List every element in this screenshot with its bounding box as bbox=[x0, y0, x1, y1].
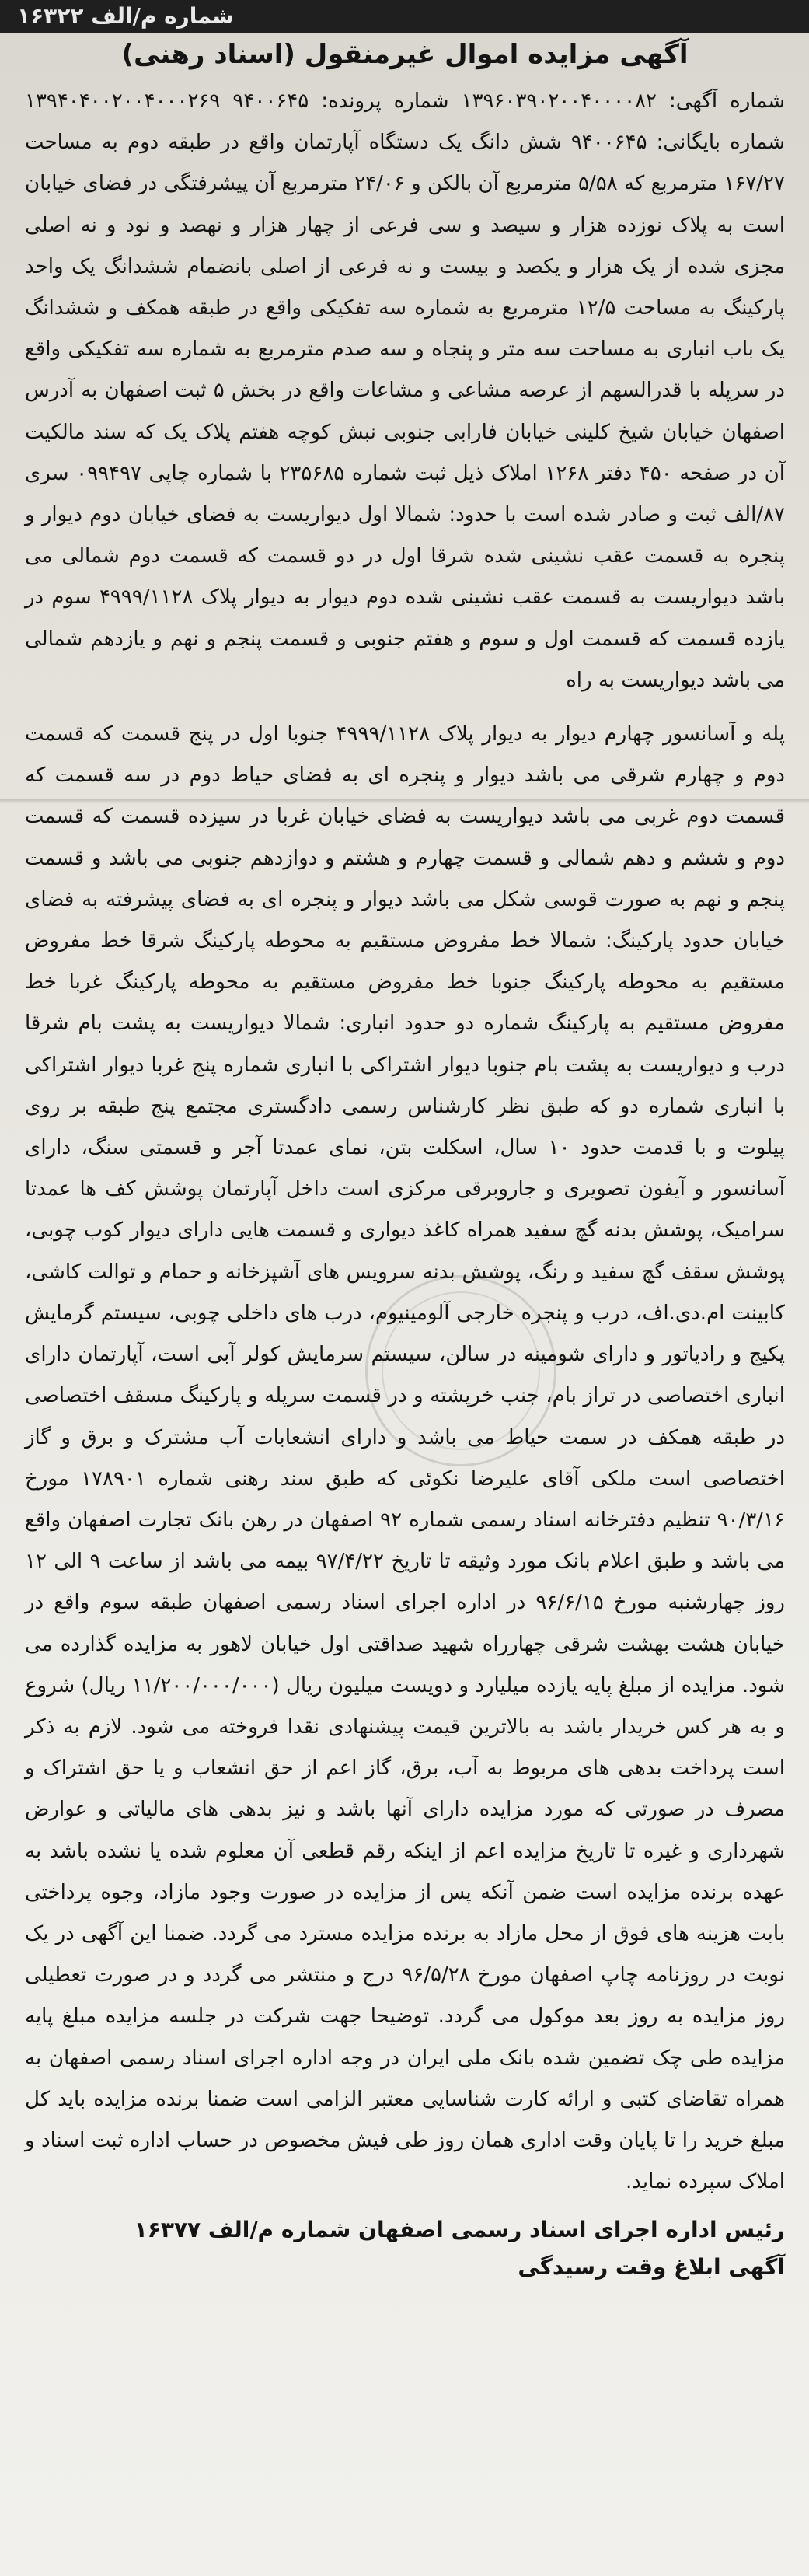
notice-title: آگهی مزایده اموال غیرمنقول (اسناد رهنی) bbox=[121, 39, 689, 70]
next-notice-heading: آگهی ابلاغ وقت رسیدگی bbox=[518, 2254, 785, 2281]
auction-notice bbox=[20, 28, 790, 2563]
notice-paragraph-1: شماره آگهی: ۱۳۹۶۰۳۹۰۲۰۰۴۰۰۰۰۸۲ شماره پرونده: ۹۴۰۰۶۴۵ ۱۳۹۴۰۴۰۰۲۰۰۴۰۰۰۲۶۹ شماره بایگانی: ۹۴۰۰۶۴۵ شش دانگ یک دستگاه آپارتمان واقع در طبقه دوم به مساحت ۱۶۷/۲۷ مترمربع که ۵/۵۸ مترمربع آن بالکن و ۲۴/۰۶ مترمربع آن پیشرفتگی در فضای خیابان است به پلاک نوزده هزار و سیصد و سی فرعی از چهار هزار و نهصد و نود و نه اصلی مجزی شده از یک هزار و یکصد و بیست و نه فرعی از اصلی بانضمام ششدانگ یک واحد پارکینگ به مساحت ۱۲/۵ مترمربع به شماره سه تفکیکی واقع در طبقه همکف و ششدانگ یک باب انباری به مساحت سه متر و پنجاه و سه صدم مترمربع به شماره سه تفکیکی واقع در سرپله با قدرالسهم از عرصه مشاعی و مشاعات واقع در بخش ۵ ثبت اصفهان به آدرس اصفهان خیابان شیخ کلینی خیابان فارابی جنوبی نبش کوچه هفتم پلاک یک که سند مالکیت آن در صفحه ۴۵۰ دفتر ۱۲۶۸ املاک ذیل ثبت شماره ۲۳۵۶۸۵ با شماره چاپی ۰۹۹۴۹۷ سری ۸۷/الف ثبت و صادر شده است با حدود: شمالا اول دیواریست به فضای خیابان دوم دیوار و پنجره به قسمت عقب نشینی شده شرقا اول در دو قسمت که قسمت دوم شمالی می باشد دیواریست به قسمت عقب نشینی شده دوم دیوار به دیوار پلاک ۴۹۹۹/۱۱۲۸ سوم در یازده قسمت که قسمت اول و سوم و هفتم جنوبی و قسمت پنجم و نهم و یازدهم شمالی می باشد دیواریست به راه bbox=[25, 89, 786, 692]
header-strip-text: شماره م/الف ۱۶۳۲۲ bbox=[17, 3, 234, 29]
notice-paragraph-2: پله و آسانسور چهارم دیوار به دیوار پلاک ۴۹۹۹/۱۱۲۸ جنوبا اول در پنج قسمت که قسمت دوم و چهارم شرقی می باشد دیوار و پنجره ای به فضای حیاط دوم در سه قسمت که قسمت دوم غربی می باشد دیواریست به فضای خیابان غربا در سیزده قسمت که قسمت دوم و ششم و دهم شمالی و قسمت چهارم و هشتم و دوازدهم جنوبی می باشد و قسمت پنجم و نهم به صورت قوسی شکل می باشد دیوار و پنجره ای به فضای پیشرفته به فضای خیابان حدود پارکینگ: شمالا خط مفروض مستقیم به محوطه پارکینگ شرقا خط مفروض مستقیم به محوطه پارکینگ جنوبا خط مفروض مستقیم به محوطه پارکینگ غربا خط مفروض مستقیم به پارکینگ شماره دو حدود انباری: شمالا دیواریست به پشت بام شرقا درب و دیواریست به پشت بام جنوبا دیوار اشتراکی با انباری شماره پنج غربا دیوار اشتراکی با انباری شماره دو که طبق نظر کارشناس رسمی دادگستری مجتمع پنج طبقه بر روی پیلوت و با قدمت حدود ۱۰ سال، اسکلت بتن، نمای عمدتا آجر و قسمتی سنگ، دارای آسانسور و آیفون تصویری و جاروبرقی مرکزی است داخل آپارتمان پوشش کف ها عمدتا سرامیک، پوشش بدنه گچ سفید همراه کاغذ دیواری و قسمت هایی دارای دیوار کوب چوبی، پوشش سقف گچ سفید و رنگ، پوشش بدنه سرویس های آشپزخانه و حمام و توالت کاشی، کابینت ام.دی.اف، درب و پنجره خارجی آلومینیوم، درب های داخلی چوبی، سیستم گرمایش پکیج و رادیاتور و دارای شومینه در سالن، سیستم سرمایش کولر آبی است، آپارتمان دارای انباری اختصاصی در تراز بام، جنب خرپشته و در قسمت سرپله و پارکینگ مسقف اختصاصی در طبقه همکف در سمت حیاط می باشد و دارای انشعابات آب مشترک و برق و گاز اختصاصی است ملکی آقای علیرضا نکوئی که طبق سند رهنی شماره ۱۷۸۹۰۱ مورخ ۹۰/۳/۱۶ تنظیم دفترخانه اسناد رسمی شماره ۹۲ اصفهان در رهن بانک تجارت اصفهان واقع می باشد و طبق اعلام بانک مورد وثیقه تا تاریخ ۹۷/۴/۲۲ بیمه می باشد از ساعت ۹ الی ۱۲ روز چهارشنبه مورخ ۹۶/۶/۱۵ در اداره اجرای اسناد رسمی اصفهان طبقه سوم واقع در خیابان هشت بهشت شرقی چهارراه شهید صداقتی اول خیابان لاهور به مزایده گذارده می شود. مزایده از مبلغ پایه یازده میلیارد و دویست میلیون ریال (۱۱/۲۰۰/۰۰۰/۰۰۰ ریال) شروع و به هر کس خریدار باشد به بالاترین قیمت پیشنهادی نقدا فروخته می شود. لازم به ذکر است پرداخت بدهی های مربوط به آب، برق، گاز اعم از حق انشعاب و یا حق اشتراک و مصرف در صورتی که مورد مزایده دارای آنها باشد و نیز بدهی های مالیاتی و عوارض شهرداری و غیره تا تاریخ مزایده اعم از اینکه رقم قطعی آن معلوم شده یا نشده باشد به عهده برنده مزایده است ضمن آنکه پس از مزایده در صورت وجود مازاد، وجوه پرداختی بابت هزینه های فوق از محل مازاد به برنده مزایده مسترد می گردد. ضمنا این آگهی در یک نوبت در روزنامه چاپ اصفهان مورخ ۹۶/۵/۲۸ درج و منتشر می گردد و در صورت تعطیلی روز مزایده به روز بعد موکول می گردد. توضیحا جهت شرکت در جلسه مزایده مبلغ پایه مزایده طی چک تضمین شده بانک ملی ایران در وجه اداره اجرای اسناد رسمی اصفهان به همراه تقاضای کتبی و ارائه کارت شناسایی معتبر الزامی است ضمنا برنده مزایده باید کل مبلغ خرید را تا پایان وقت اداری همان روز طی فیش مخصوص در حساب اداره ثبت اسناد و املاک سپرده نماید. bbox=[25, 722, 786, 2194]
notice-signature: رئیس اداره اجرای اسناد رسمی اصفهان شماره م/الف ۱۶۳۷۷ bbox=[134, 2217, 785, 2243]
